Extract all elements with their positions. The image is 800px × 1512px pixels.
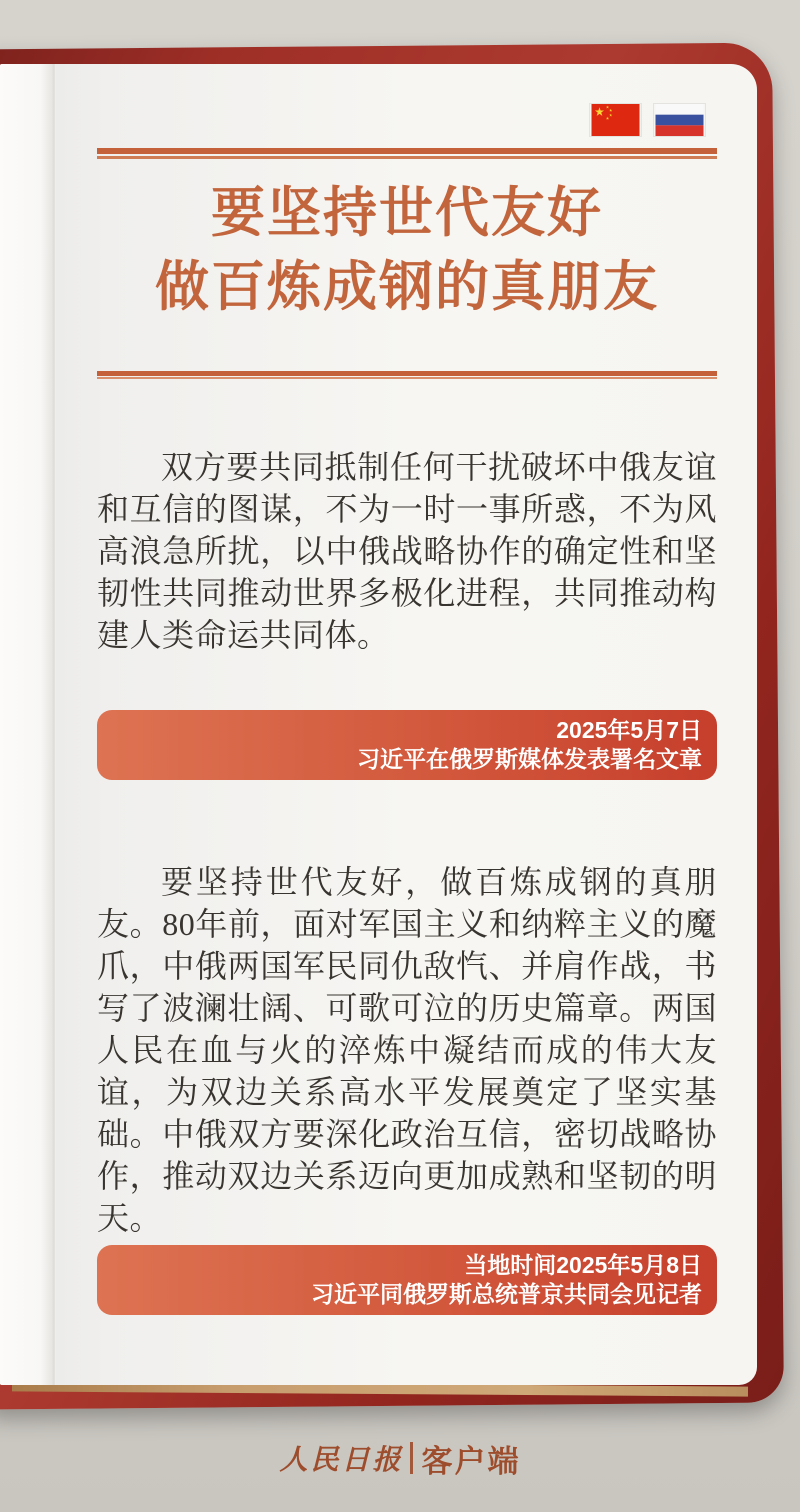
flags-row [590, 104, 705, 136]
quote-date-2: 当地时间2025年5月8日 [464, 1252, 702, 1278]
quote-date-1: 2025年5月7日 [556, 717, 702, 743]
peoples-daily-masthead: 人民日报 [279, 1445, 404, 1476]
quote-source-2: 习近平同俄罗斯总统普京共同会见记者 [311, 1281, 702, 1307]
quote-text-1: 双方要共同抵制任何干扰破坏中俄友谊和互信的图谋，不为一时一事所惑，不为风高浪急所扰，以中俄战略协作的确定性和坚韧性共同推动世界多极化进程，共同推动构建人类命运共同体。 [97, 449, 717, 653]
title-line-1: 要坚持世代友好 [211, 183, 603, 243]
divider-bar [97, 377, 717, 379]
divider-bar [97, 156, 717, 159]
russia-flag-icon [654, 104, 705, 136]
quote-source-badge-2 [97, 1245, 717, 1315]
logo-divider [410, 1442, 413, 1474]
footer-logo [0, 1436, 800, 1480]
page-fold-edge [0, 64, 55, 1385]
divider-bar [97, 371, 717, 376]
page-content [97, 0, 717, 1512]
quote-source-1: 习近平在俄罗斯媒体发表署名文章 [357, 746, 702, 772]
quote-source-badge-1 [97, 710, 717, 780]
title-line-2: 做百炼成钢的真朋友 [155, 257, 659, 317]
title-underline [97, 371, 717, 379]
client-label: 客户端 [421, 1443, 521, 1479]
quote-text-2: 要坚持世代友好，做百炼成钢的真朋友。80年前，面对军国主义和纳粹主义的魔爪，中俄两国军民同仇敌忾、并肩作战，书写了波澜壮阔、可歌可泣的历史篇章。两国人民在血与火的淬炼中凝结而成的伟大友谊，为双边关系高水平发展奠定了坚实基础。中俄双方要深化政治互信，密切战略协作，推动双边关系迈向更加成熟和坚韧的明天。 [97, 864, 717, 1236]
divider-bar [97, 148, 717, 154]
poster-title [97, 176, 717, 324]
top-divider [97, 148, 717, 159]
china-flag-icon [590, 104, 641, 136]
